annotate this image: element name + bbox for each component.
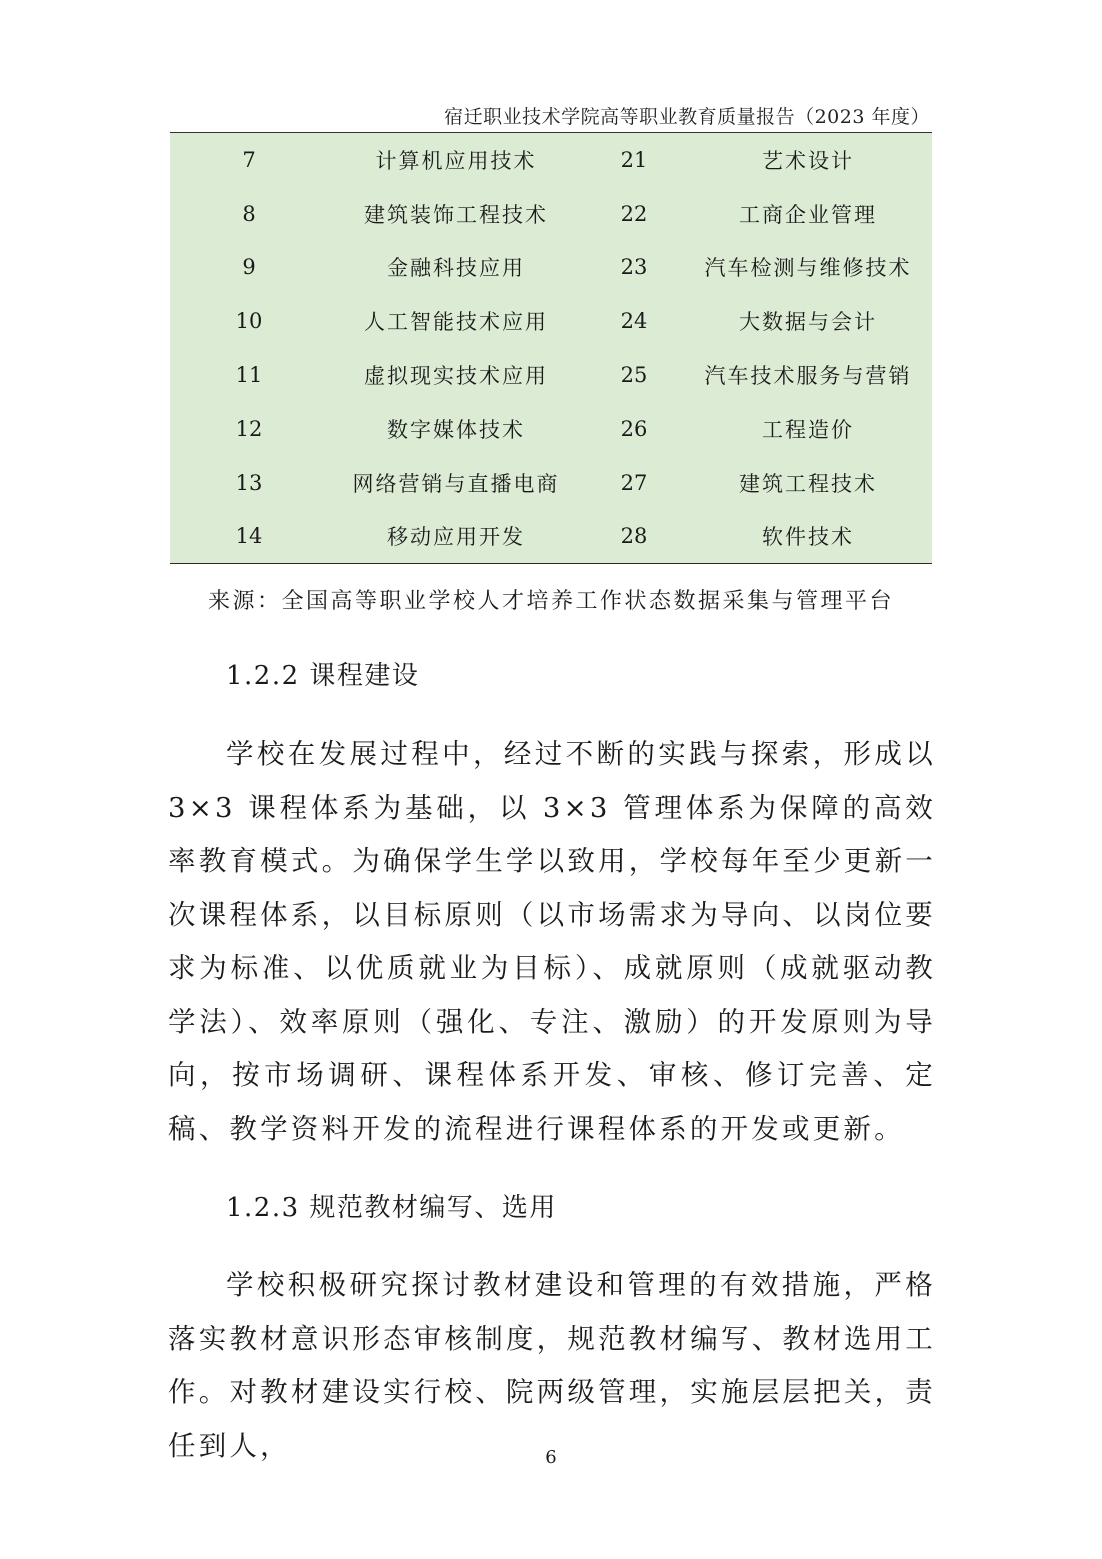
row-number: 24 <box>620 309 648 334</box>
program-name: 大数据与会计 <box>739 310 877 335</box>
section-heading-1-2-3: 1.2.3 规范教材编写、选用 <box>226 1193 557 1223</box>
row-number: 13 <box>235 470 263 495</box>
row-number: 14 <box>235 524 263 549</box>
table-row <box>170 241 932 295</box>
row-number: 11 <box>235 363 263 388</box>
row-number: 23 <box>620 255 648 280</box>
table-row <box>170 456 932 510</box>
table-row <box>170 133 932 187</box>
row-number: 9 <box>242 255 256 280</box>
program-name: 计算机应用技术 <box>375 148 537 173</box>
program-name: 移动应用开发 <box>387 525 525 550</box>
program-name: 工程造价 <box>762 417 854 442</box>
page-number: 6 <box>545 1447 557 1468</box>
program-name: 艺术设计 <box>762 148 854 173</box>
table-row <box>170 294 932 348</box>
program-name: 软件技术 <box>762 525 854 550</box>
row-number: 12 <box>235 416 263 441</box>
row-number: 28 <box>620 524 648 549</box>
program-name: 虚拟现实技术应用 <box>364 364 548 389</box>
section-heading-1-2-2: 1.2.2 课程建设 <box>226 661 420 691</box>
row-number: 8 <box>242 201 256 226</box>
row-number: 26 <box>620 416 648 441</box>
table-row <box>170 402 932 456</box>
program-name: 汽车检测与维修技术 <box>704 256 912 281</box>
program-name: 建筑工程技术 <box>739 471 877 496</box>
table-row <box>170 348 932 402</box>
program-name: 工商企业管理 <box>739 202 877 227</box>
program-name: 人工智能技术应用 <box>364 310 548 335</box>
program-name: 建筑装饰工程技术 <box>364 202 548 227</box>
row-number: 21 <box>620 147 648 172</box>
row-number: 10 <box>235 309 263 334</box>
table-source-note: 来源：全国高等职业学校人才培养工作状态数据采集与管理平台 <box>207 589 894 614</box>
row-number: 27 <box>620 470 648 495</box>
program-name: 汽车技术服务与营销 <box>704 364 912 389</box>
programs-table <box>170 133 932 564</box>
section-1-2-3-paragraph: 学校积极研究探讨教材建设和管理的有效措施，严格落实教材意识形态审核制度，规范教材编写、教材选用工作。对教材建设实行校、院两级管理，实施层层把关，责任到人， <box>168 1269 936 1462</box>
program-name: 数字媒体技术 <box>387 417 525 442</box>
row-number: 25 <box>620 363 648 388</box>
table-row <box>170 510 932 564</box>
table-row <box>170 187 932 241</box>
program-name: 网络营销与直播电商 <box>352 471 560 496</box>
programs-table-body <box>170 133 932 564</box>
row-number: 22 <box>620 201 648 226</box>
program-name: 金融科技应用 <box>387 256 525 281</box>
running-header: 宿迁职业技术学院高等职业教育质量报告（2023 年度） <box>444 106 930 128</box>
row-number: 7 <box>242 147 256 172</box>
section-1-2-2-paragraph: 学校在发展过程中，经过不断的实践与探索，形成以 3×3 课程体系为基础，以 3×3 管理体系为保障的高效率教育模式。为确保学生学以致用，学校每年至少更新一次课程体系，以目标原则（以市场需求为导向、以岗位要求为标准、以优质就业为目标）、成就原则（成就驱动教学法）、效率原则（强化、专注、激励）的开发原则为导向，按市场调研、课程体系开发、审核、修订完善、定稿、教学资料开发的流程进行课程体系的开发或更新。 <box>168 738 936 1145</box>
